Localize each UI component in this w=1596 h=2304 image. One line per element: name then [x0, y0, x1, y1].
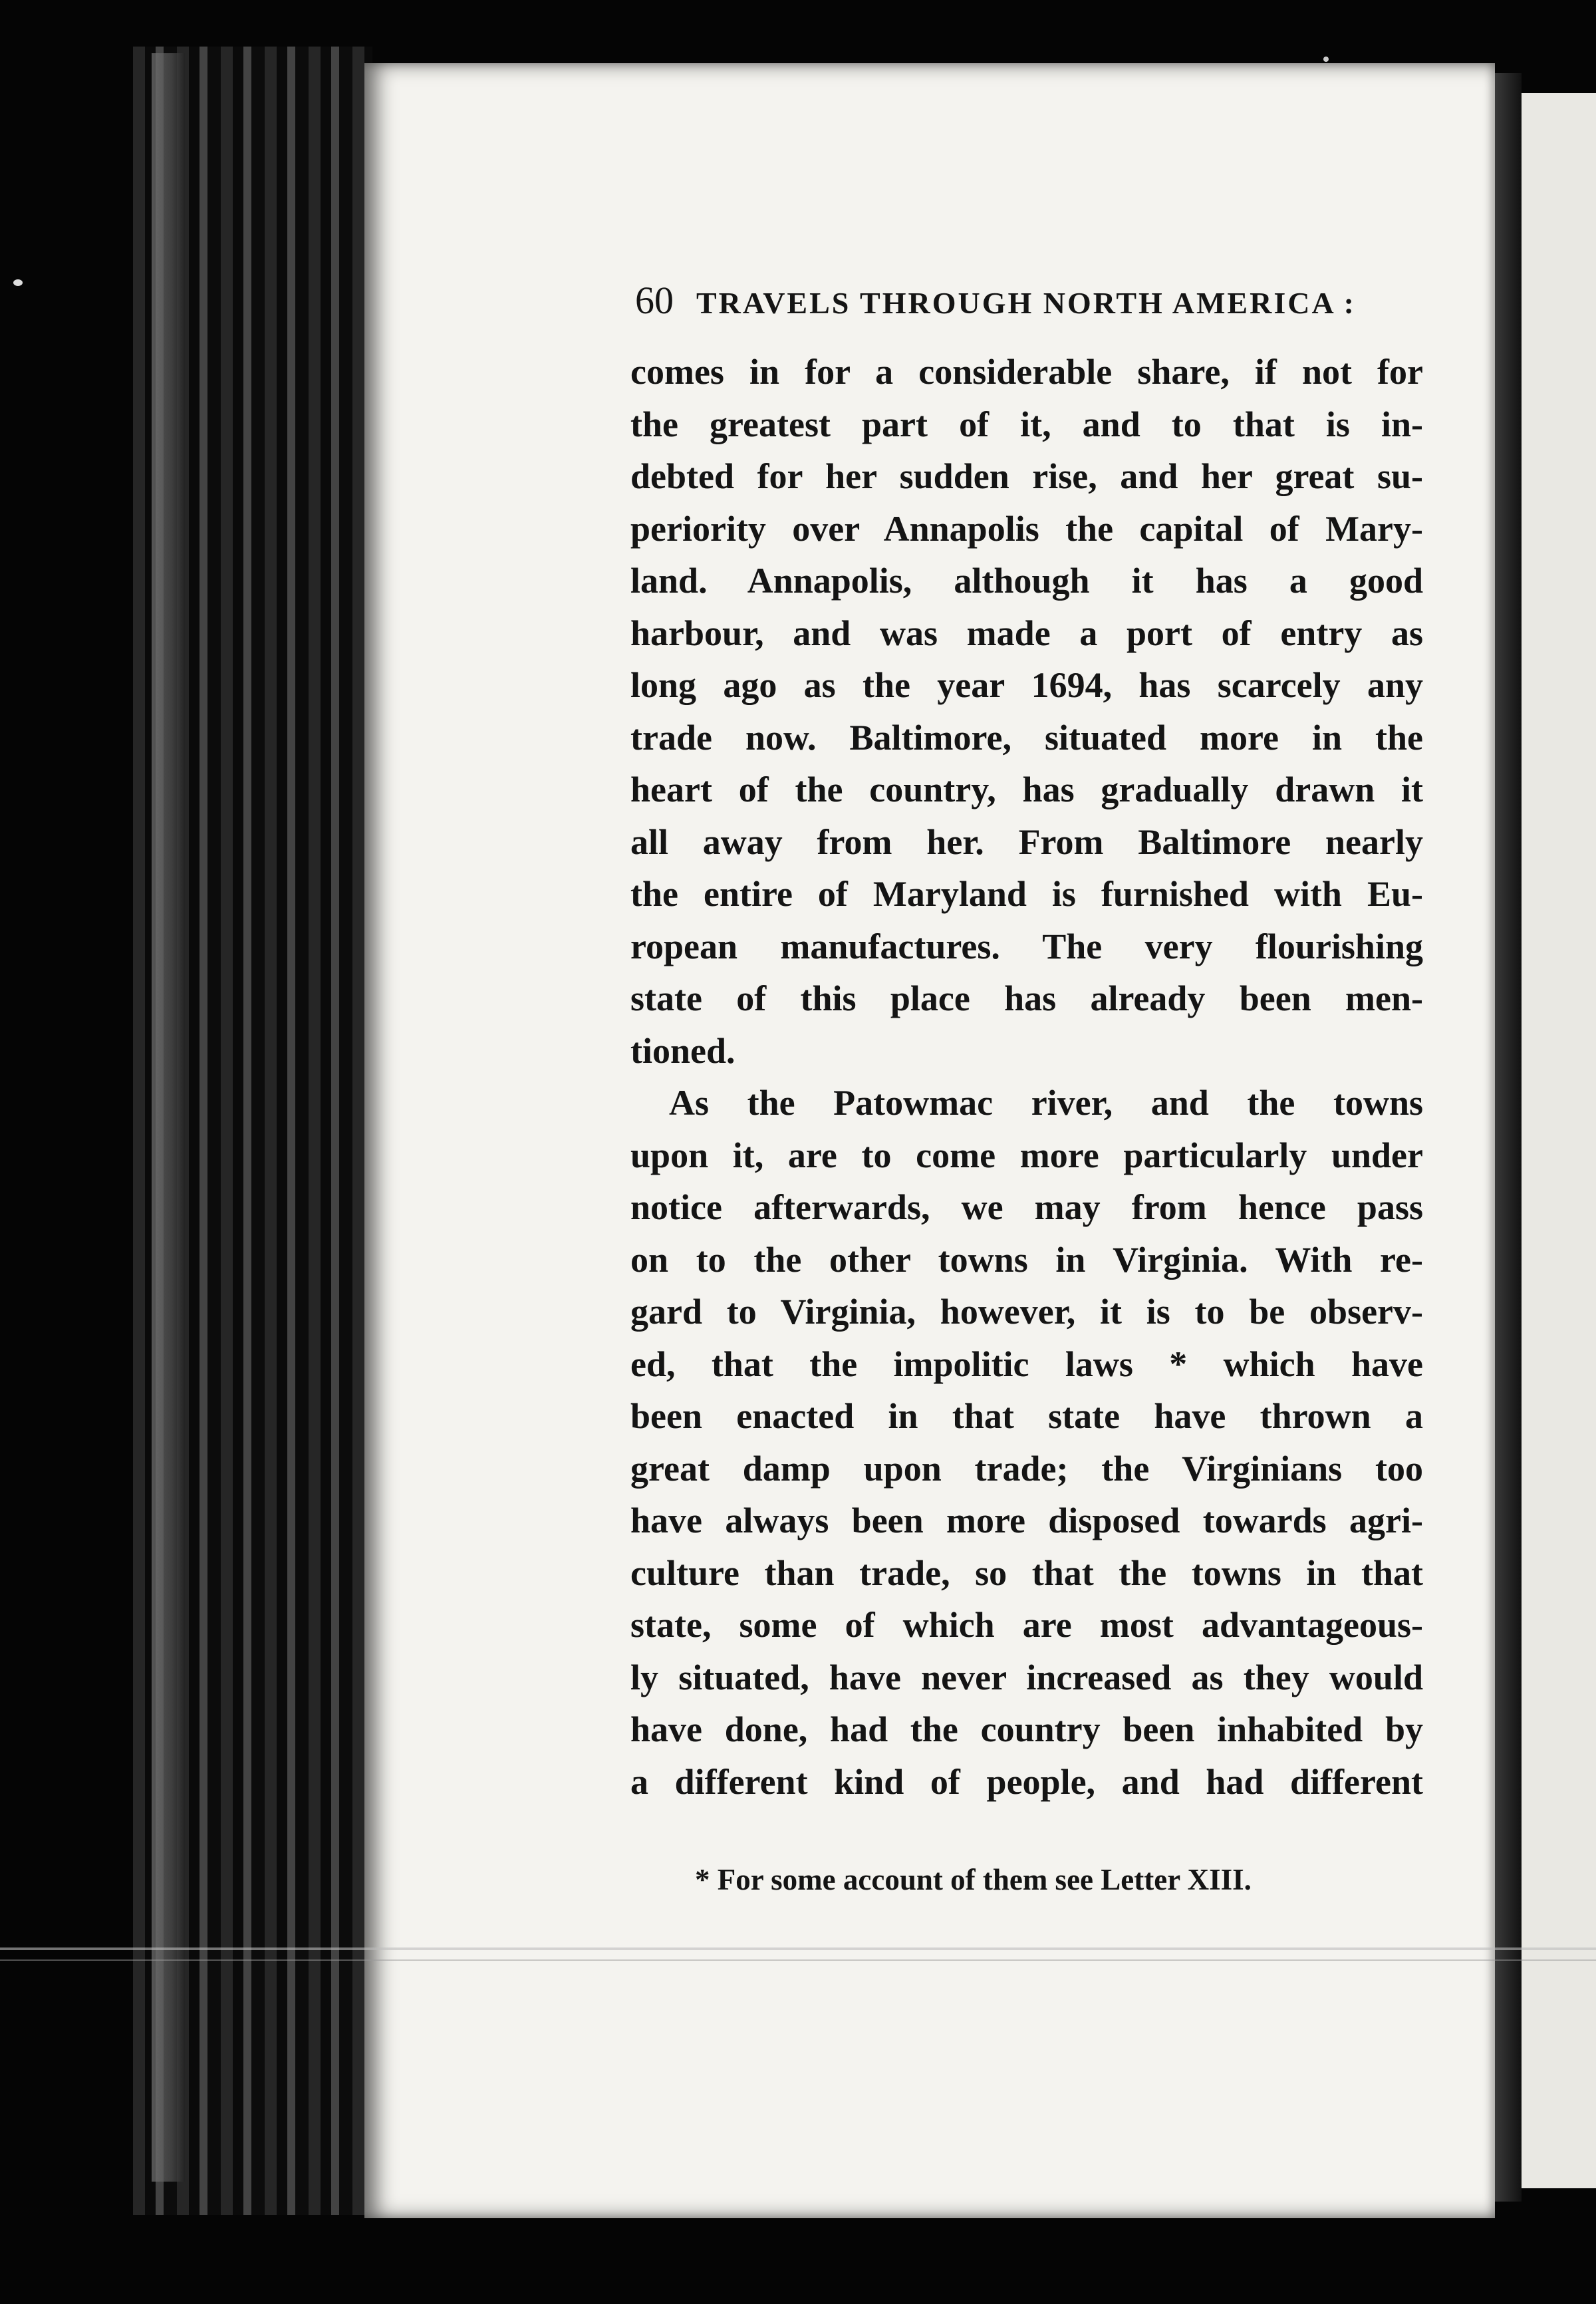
text-line: trade now. Baltimore, situated more in the	[630, 717, 1423, 758]
text-line: comes in for a considerable share, if not for	[630, 352, 1423, 392]
text-line: have always been more disposed towards agri-	[630, 1501, 1423, 1540]
book-gutter-shadow	[1495, 73, 1522, 2202]
footnote: * For some account of them see Letter XIII.	[695, 1863, 1252, 1896]
text-line: upon it, are to come more particularly under	[630, 1135, 1423, 1175]
text-line: notice afterwards, we may from hence pass	[630, 1187, 1423, 1227]
paragraph-1	[630, 346, 1423, 1077]
paragraph-2	[630, 1077, 1423, 1808]
text-line: tioned.	[630, 1030, 735, 1071]
text-line: ropean manufactures. The very flourishing	[630, 926, 1423, 966]
text-line: long ago as the year 1694, has scarcely any	[630, 665, 1423, 705]
text-line: heart of the country, has gradually drawn it	[630, 770, 1423, 809]
running-head	[635, 278, 1433, 323]
text-line: all away from her. From Baltimore nearly	[630, 821, 1423, 862]
scan-speck	[13, 279, 23, 286]
text-line: the greatest part of it, and to that is in-	[630, 404, 1423, 444]
text-line: have done, had the country been inhabited by	[630, 1709, 1423, 1749]
scan-speck	[1323, 57, 1329, 62]
facing-page-edge	[1522, 93, 1596, 2188]
text-line: a different kind of people, and had different	[630, 1761, 1423, 1802]
scan-artifact-line	[0, 1947, 1596, 1950]
text-line: ly situated, have never increased as they would	[630, 1657, 1423, 1697]
text-line: state of this place has already been men-	[630, 978, 1423, 1018]
text-line: the entire of Maryland is furnished with Eu-	[630, 874, 1423, 914]
body-text	[630, 346, 1423, 1808]
text-line: periority over Annapolis the capital of Mary-	[630, 508, 1423, 549]
text-line: land. Annapolis, although it has a good	[630, 561, 1423, 601]
running-title: TRAVELS THROUGH NORTH AMERICA :	[696, 286, 1356, 320]
page-number: 60	[635, 279, 674, 322]
text-line: been enacted in that state have thrown a	[630, 1396, 1423, 1436]
text-line: state, some of which are most advantageous-	[630, 1605, 1423, 1645]
text-line: debted for her sudden rise, and her great su-	[630, 456, 1423, 496]
text-line: harbour, and was made a port of entry as	[630, 613, 1423, 653]
text-line: on to the other towns in Virginia. With re-	[630, 1239, 1423, 1280]
scan-artifact-line	[0, 1959, 1596, 1961]
text-line: As the Patowmac river, and the towns	[669, 1083, 1423, 1123]
text-line: ed, that the impolitic laws * which have	[630, 1344, 1423, 1384]
text-line: gard to Virginia, however, it is to be observ-	[630, 1292, 1423, 1332]
text-line: great damp upon trade; the Virginians too	[630, 1448, 1423, 1489]
text-line: culture than trade, so that the towns in that	[630, 1552, 1423, 1593]
book-spine-highlight	[152, 53, 185, 2182]
